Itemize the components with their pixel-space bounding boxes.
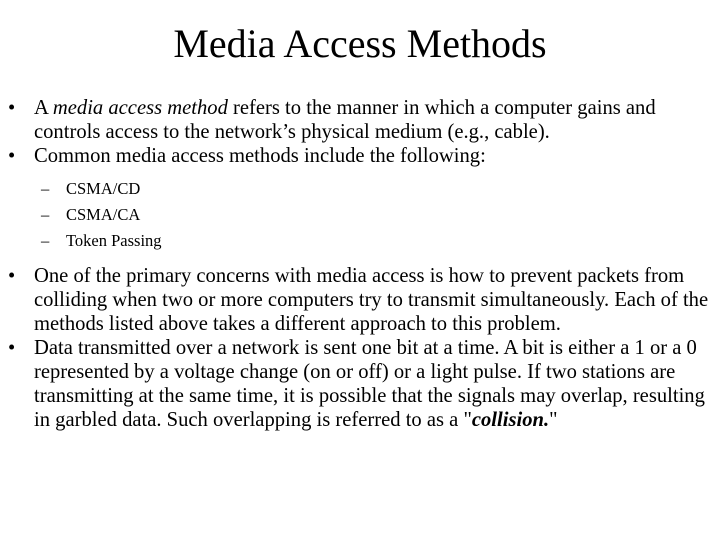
sub-item-text: CSMA/CD [66, 179, 141, 198]
bullet-common-methods [0, 144, 720, 168]
bullet-text-post: refers to the manner in which a computer gains and controls access to the network’s physical medium (e.g., cable). [34, 97, 656, 143]
sub-bullet-dash: – [41, 205, 50, 224]
bullet-marker: • [8, 337, 16, 359]
bullet-text-pre: Data transmitted over a network is sent one bit at a time. A bit is either a 1 or a 0 represented by a voltage change (on or off) or a light pulse. If two stations are transmitting at the same time, it is possible that the signals may overlap, resulting in garbled data. Such overlapping is referred to as a " [34, 337, 705, 431]
bullet-text-emphasis: media access method [52, 97, 228, 119]
sub-item-csma-cd [0, 176, 720, 202]
slide-body [0, 96, 720, 432]
bullet-text: One of the primary concerns with media access is how to prevent packets from colliding when two or more computers try to transmit simultaneously. Each of the methods listed above takes a different approach to this problem. [34, 265, 709, 335]
sub-item-csma-ca [0, 202, 720, 228]
sub-item-text: Token Passing [66, 231, 162, 250]
bullet-collision-concern [0, 264, 720, 336]
sub-item-text: CSMA/CA [66, 205, 141, 224]
bullet-text-emphasis: collision. [471, 409, 550, 431]
sub-bullet-dash: – [41, 231, 50, 250]
bullet-marker: • [8, 97, 16, 119]
bullet-text-pre: A [34, 97, 53, 119]
slide-title: Media Access Methods [173, 21, 547, 66]
bullet-text: Common media access methods include the following: [34, 145, 486, 167]
bullet-data-transmission [0, 336, 720, 432]
bullet-marker: • [8, 265, 16, 287]
sub-item-token-passing [0, 228, 720, 254]
bullet-media-access-definition [0, 96, 720, 144]
sub-bullet-dash: – [41, 179, 50, 198]
bullet-marker: • [8, 145, 16, 167]
bullet-text-post: " [549, 409, 558, 431]
